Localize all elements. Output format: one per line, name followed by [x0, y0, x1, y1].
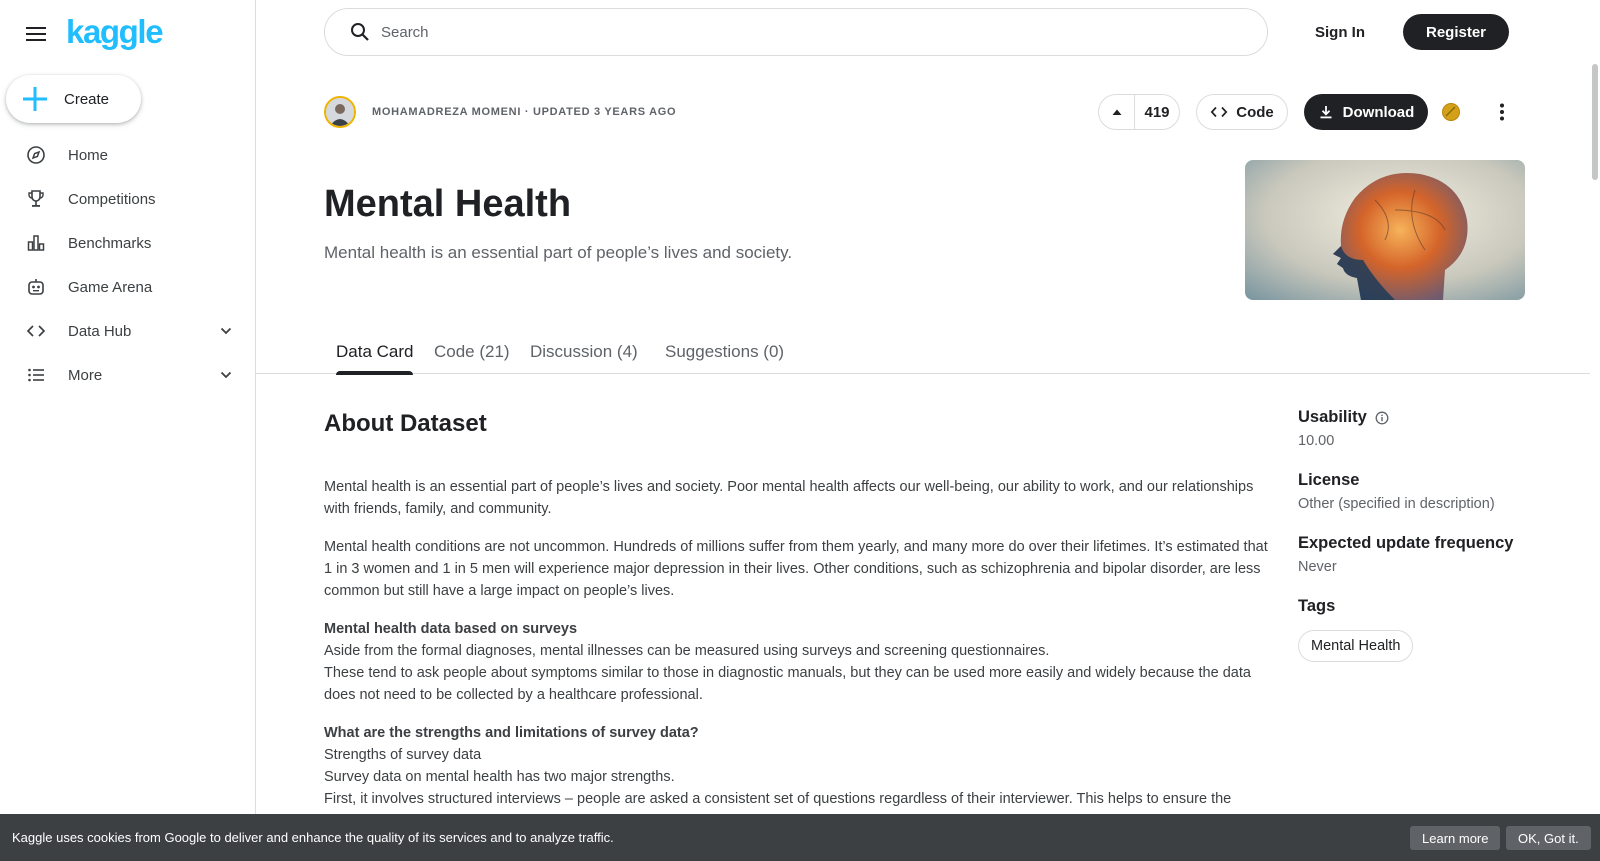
avatar[interactable]: [324, 96, 356, 128]
cookie-banner: [0, 814, 1600, 861]
sidebar-item-data-hub[interactable]: [0, 309, 256, 353]
description-line: Strengths of survey data: [324, 747, 482, 763]
sign-in-button[interactable]: Sign In: [1315, 23, 1365, 41]
sidebar-nav: [0, 133, 256, 397]
trophy-icon: [26, 189, 46, 209]
owner-line: [372, 106, 676, 118]
search-icon: [349, 21, 371, 43]
code-label: Code: [1236, 103, 1274, 121]
description-line: Survey data on mental health has two major strengths.: [324, 769, 675, 785]
sidebar: [0, 0, 256, 861]
tab-suggestions[interactable]: Suggestions (0): [665, 342, 785, 361]
sidebar-item-game-arena[interactable]: [0, 265, 256, 309]
dataset-description: [324, 476, 1276, 826]
search-bar[interactable]: [324, 8, 1268, 56]
owner-name[interactable]: MOHAMADREZA MOMENI: [372, 106, 522, 118]
frequency-label: Expected update frequency: [1298, 534, 1514, 552]
learn-more-button[interactable]: Learn more: [1410, 826, 1500, 850]
sidebar-item-competitions[interactable]: [0, 177, 256, 221]
updated-time: UPDATED 3 YEARS AGO: [532, 106, 677, 118]
ok-got-it-button[interactable]: OK, Got it.: [1506, 826, 1591, 850]
sidebar-item-label: More: [68, 366, 103, 384]
search-input[interactable]: [381, 24, 1181, 41]
download-button[interactable]: [1304, 94, 1428, 130]
description-line: First, it involves structured interviews – people are asked a consistent set of questions regardless of their interviewer. This helps to ensure the: [324, 791, 1232, 807]
list-icon: [26, 365, 46, 385]
kaggle-logo[interactable]: kaggle: [66, 13, 163, 50]
upvote-widget: [1098, 94, 1180, 130]
description-paragraph: Mental health conditions are not uncommon. Hundreds of millions suffer from them yearly, and many more do over their lifetimes. It’s estimated that 1 in 3 women and 1 in 5 men will experience major depression in their lives. Other conditions, such as schizophrenia and bipolar disorder, are less common but still have a large impact on people’s lives.: [324, 539, 1268, 599]
usability-label-row: [1298, 408, 1538, 427]
metadata-panel: [1298, 408, 1538, 662]
sidebar-item-benchmarks[interactable]: [0, 221, 256, 265]
page-subtitle: Mental health is an essential part of people’s lives and society.: [324, 243, 793, 262]
sidebar-item-label: Home: [68, 146, 109, 164]
chevron-down-icon[interactable]: [216, 365, 236, 385]
upvote-button[interactable]: [1099, 95, 1135, 129]
chevron-down-icon[interactable]: [216, 321, 236, 341]
tab-discussion[interactable]: Discussion (4): [530, 342, 638, 361]
bar-chart-icon: [26, 233, 46, 253]
usability-label: Usability: [1298, 408, 1367, 426]
description-section: [324, 722, 1276, 810]
vote-count: 419: [1144, 103, 1170, 121]
info-icon[interactable]: [1375, 411, 1389, 425]
sidebar-item-label: Benchmarks: [68, 234, 152, 252]
license-label: License: [1298, 471, 1360, 489]
separator: ·: [521, 106, 533, 118]
sidebar-item-label: Competitions: [68, 190, 156, 208]
tab-bar: [256, 330, 1590, 374]
cookie-message: Kaggle uses cookies from Google to deliver and enhance the quality of its services and to analyze traffic.: [12, 830, 614, 845]
frequency-value: Never: [1298, 559, 1337, 575]
description-subheading: What are the strengths and limitations of survey data?: [324, 725, 699, 741]
description-line: Aside from the formal diagnoses, mental illnesses can be measured using surveys and screening questionnaires.: [324, 643, 1050, 659]
triangle-up-icon: [1111, 106, 1123, 118]
create-button[interactable]: [6, 75, 141, 123]
more-options-icon[interactable]: [1490, 100, 1514, 124]
description-section: [324, 618, 1276, 706]
tab-code[interactable]: Code (21): [434, 342, 510, 361]
page-title: Mental Health: [324, 183, 572, 225]
description-paragraph: Mental health is an essential part of people’s lives and society. Poor mental health affects our well-being, our ability to work, and our relationships with friends, family, and community.: [324, 479, 1254, 517]
plus-icon: [22, 86, 48, 112]
create-label: Create: [64, 90, 110, 108]
usability-value: 10.00: [1298, 433, 1335, 449]
robot-icon: [26, 277, 46, 297]
tab-data-card[interactable]: Data Card: [336, 330, 413, 374]
sidebar-item-more[interactable]: [0, 353, 256, 397]
code-icon: [26, 321, 46, 341]
code-icon: [1210, 103, 1228, 121]
menu-icon[interactable]: [22, 20, 50, 48]
dataset-cover-image: [1245, 160, 1525, 300]
register-button[interactable]: Register: [1403, 14, 1509, 50]
compass-icon: [26, 145, 46, 165]
license-value: Other (specified in description): [1298, 496, 1495, 512]
download-label: Download: [1342, 103, 1415, 121]
description-line: These tend to ask people about symptoms similar to those in diagnostic manuals, but they can be used more easily and widely because the data does not need to be collected by a healthcare professional.: [324, 665, 1251, 703]
tags-label: Tags: [1298, 597, 1336, 615]
sidebar-item-label: Game Arena: [68, 278, 153, 296]
download-icon: [1318, 104, 1334, 120]
about-heading: About Dataset: [324, 410, 487, 437]
scrollbar-thumb[interactable]: [1592, 64, 1598, 180]
code-button[interactable]: [1196, 94, 1288, 130]
sidebar-item-label: Data Hub: [68, 322, 132, 340]
sidebar-item-home[interactable]: [0, 133, 256, 177]
tag-chip[interactable]: Mental Health: [1298, 630, 1413, 662]
medal-icon: [1442, 103, 1460, 121]
description-subheading: Mental health data based on surveys: [324, 621, 578, 637]
